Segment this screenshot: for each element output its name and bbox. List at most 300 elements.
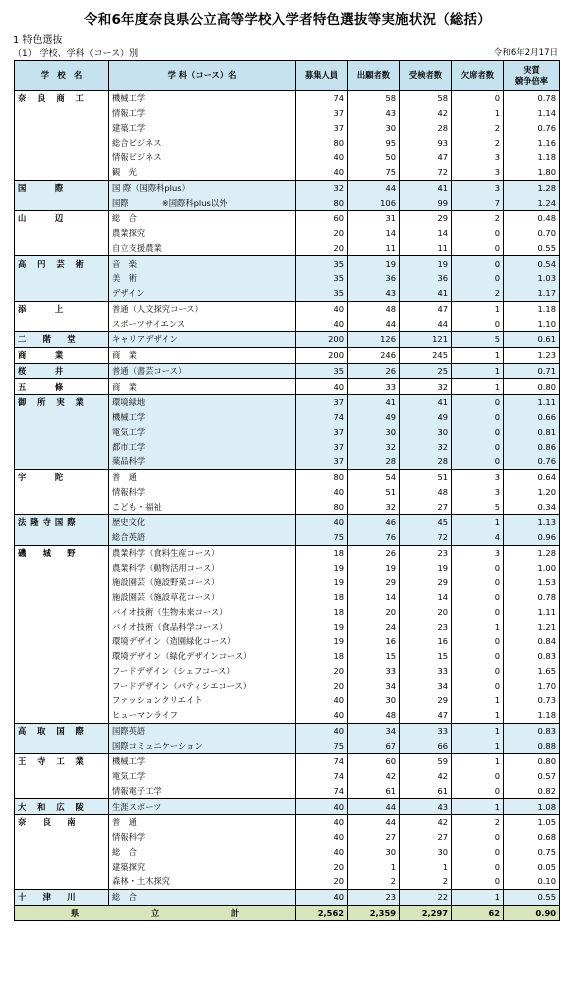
dept-cell: 歴史文化 [109,515,296,530]
ratio-cell: 1.23 [504,347,560,363]
applicants-cell: 28 [348,454,400,469]
dept-cell: 総 合 [109,211,296,226]
header-school: 学 校 名 [15,61,109,91]
examinees-cell: 16 [400,634,452,649]
applicants-cell: 48 [348,708,400,723]
ratio-cell: 0.78 [504,91,560,106]
applicants-cell: 43 [348,106,400,121]
ratio-cell: 1.10 [504,316,560,331]
school-name-cell: 御 所 実 業 [15,395,109,410]
absent-cell: 0 [452,226,504,241]
school-name-cell: 法隆寺国際 [15,515,109,530]
table-row [15,379,560,395]
ratio-cell: 0.86 [504,439,560,454]
examinees-cell: 20 [400,605,452,620]
examinees-cell: 28 [400,454,452,469]
examinees-cell: 43 [400,799,452,815]
ratio-cell: 0.76 [504,454,560,469]
table-header-row [15,61,560,91]
quota-cell: 40 [296,150,348,165]
school-name-cell [15,530,109,545]
ratio-cell: 0.83 [504,723,560,738]
applicants-cell: 106 [348,195,400,210]
school-name-cell [15,769,109,784]
absent-cell: 0 [452,439,504,454]
dept-cell: 機械工学 [109,91,296,106]
absent-cell: 1 [452,619,504,634]
applicants-cell: 33 [348,379,400,395]
total-label-3: 計 [230,907,240,918]
school-name-cell [15,784,109,799]
absent-cell: 2 [452,121,504,136]
examinees-cell: 32 [400,379,452,395]
examinees-cell: 59 [400,754,452,769]
examinees-cell: 121 [400,332,452,348]
quota-cell: 37 [296,454,348,469]
absent-cell: 1 [452,379,504,395]
ratio-cell: 0.96 [504,530,560,545]
ratio-cell: 0.80 [504,754,560,769]
ratio-cell: 1.03 [504,271,560,286]
absent-cell: 0 [452,410,504,425]
school-name-cell [15,619,109,634]
header-ratio [504,61,560,91]
ratio-cell: 1.17 [504,286,560,301]
dept-cell: 商 業 [109,379,296,395]
table-row [15,439,560,454]
applicants-cell: 42 [348,769,400,784]
ratio-cell: 0.71 [504,363,560,379]
quota-cell: 18 [296,605,348,620]
quota-cell: 40 [296,515,348,530]
quota-cell: 18 [296,649,348,664]
absent-cell: 2 [452,286,504,301]
quota-cell: 40 [296,845,348,860]
applicants-cell: 49 [348,410,400,425]
absent-cell: 5 [452,332,504,348]
applicants-cell: 26 [348,545,400,560]
ratio-cell: 1.70 [504,678,560,693]
header-applicants: 出願者数 [348,61,400,91]
school-name-cell [15,316,109,331]
absent-cell: 1 [452,693,504,708]
applicants-cell: 30 [348,845,400,860]
applicants-cell: 126 [348,332,400,348]
examinees-cell: 72 [400,165,452,180]
table-row [15,410,560,425]
quota-cell: 74 [296,91,348,106]
dept-cell: 情報ビジネス [109,150,296,165]
quota-cell: 35 [296,286,348,301]
table-row [15,799,560,815]
examinees-cell: 14 [400,226,452,241]
applicants-cell: 1 [348,859,400,874]
examinees-cell: 45 [400,515,452,530]
dept-cell: 国際英語 [109,723,296,738]
school-name-cell: 奈 良 商 工 [15,91,109,106]
total-absent: 62 [452,905,504,921]
absent-cell: 1 [452,738,504,753]
absent-cell: 1 [452,754,504,769]
ratio-cell: 0.57 [504,769,560,784]
absent-cell: 1 [452,515,504,530]
absent-cell: 3 [452,469,504,484]
school-name-cell [15,678,109,693]
table-row [15,664,560,679]
dept-cell: 総 合 [109,889,296,905]
table-row [15,469,560,484]
dept-cell: 環境緑地 [109,395,296,410]
school-name-cell: 高 取 国 際 [15,723,109,738]
applicants-cell: 44 [348,316,400,331]
table-row [15,845,560,860]
quota-cell: 20 [296,241,348,256]
dept-cell: 国際 ※国際科plus以外 [109,195,296,210]
examinees-cell: 42 [400,106,452,121]
school-name-cell [15,150,109,165]
quota-cell: 20 [296,226,348,241]
applicants-cell: 14 [348,590,400,605]
school-name-cell [15,121,109,136]
total-ratio: 0.90 [504,905,560,921]
applicants-cell: 44 [348,815,400,830]
applicants-cell: 76 [348,530,400,545]
examinees-cell: 47 [400,150,452,165]
absent-cell: 0 [452,241,504,256]
absent-cell: 0 [452,859,504,874]
quota-cell: 40 [296,830,348,845]
applicants-cell: 46 [348,515,400,530]
table-row [15,515,560,530]
quota-cell: 75 [296,738,348,753]
absent-cell: 0 [452,316,504,331]
report-date: 令和6年2月17日 [493,48,558,58]
applicants-cell: 58 [348,91,400,106]
table-row [15,195,560,210]
selection-table [14,60,560,921]
ratio-cell: 1.20 [504,485,560,500]
school-name-cell: 十 津 川 [15,889,109,905]
school-name-cell [15,425,109,440]
absent-cell: 0 [452,395,504,410]
absent-cell: 0 [452,590,504,605]
table-row [15,784,560,799]
quota-cell: 74 [296,754,348,769]
dept-cell: 農業科学（動物活用コース） [109,560,296,575]
absent-cell: 1 [452,723,504,738]
quota-cell: 80 [296,469,348,484]
quota-cell: 80 [296,499,348,514]
ratio-cell: 1.65 [504,664,560,679]
school-name-cell: 五 條 [15,379,109,395]
ratio-cell: 0.76 [504,121,560,136]
school-name-cell: 宇 陀 [15,469,109,484]
table-row [15,634,560,649]
quota-cell: 74 [296,410,348,425]
school-name-cell [15,454,109,469]
dept-cell: 機械工学 [109,410,296,425]
applicants-cell: 32 [348,499,400,514]
applicants-cell: 30 [348,425,400,440]
applicants-cell: 16 [348,634,400,649]
absent-cell: 1 [452,301,504,316]
dept-cell: 普 通 [109,815,296,830]
quota-cell: 20 [296,874,348,889]
dept-cell: 農業探究 [109,226,296,241]
dept-cell: 電気工学 [109,425,296,440]
quota-cell: 19 [296,634,348,649]
header-ratio-line1: 実質 [523,64,540,75]
dept-cell: 美 術 [109,271,296,286]
applicants-cell: 75 [348,165,400,180]
examinees-cell: 29 [400,693,452,708]
absent-cell: 4 [452,530,504,545]
school-name-cell [15,590,109,605]
subsection-heading: （1） 学校、学科（コース）別 [13,49,139,59]
quota-cell: 40 [296,485,348,500]
quota-cell: 19 [296,619,348,634]
applicants-cell: 61 [348,784,400,799]
quota-cell: 40 [296,693,348,708]
dept-cell: 生涯スポーツ [109,799,296,815]
school-name-cell [15,106,109,121]
dept-cell: 国際コミュニケーション [109,738,296,753]
examinees-cell: 11 [400,241,452,256]
dept-cell: 都市工学 [109,439,296,454]
ratio-cell: 1.18 [504,301,560,316]
table-row [15,830,560,845]
examinees-cell: 28 [400,121,452,136]
applicants-cell: 29 [348,575,400,590]
ratio-cell: 0.81 [504,425,560,440]
header-ratio-line2: 競争倍率 [514,75,549,86]
dept-cell: 電気工学 [109,769,296,784]
school-name-cell [15,439,109,454]
examinees-cell: 2 [400,874,452,889]
absent-cell: 3 [452,165,504,180]
absent-cell: 0 [452,769,504,784]
quota-cell: 20 [296,678,348,693]
dept-cell: 森林・土木探究 [109,874,296,889]
applicants-cell: 2 [348,874,400,889]
quota-cell: 80 [296,135,348,150]
absent-cell: 3 [452,180,504,195]
ratio-cell: 1.13 [504,515,560,530]
ratio-cell: 0.10 [504,874,560,889]
absent-cell: 1 [452,347,504,363]
absent-cell: 0 [452,634,504,649]
school-name-cell [15,649,109,664]
table-row [15,425,560,440]
school-name-cell: 商 業 [15,347,109,363]
dept-cell: 総合ビジネス [109,135,296,150]
ratio-cell: 1.08 [504,799,560,815]
dept-cell: デザイン [109,286,296,301]
table-row [15,91,560,106]
quota-cell: 37 [296,121,348,136]
table-row [15,693,560,708]
ratio-cell: 0.75 [504,845,560,860]
applicants-cell: 54 [348,469,400,484]
absent-cell: 1 [452,106,504,121]
absent-cell: 3 [452,485,504,500]
quota-cell: 40 [296,301,348,316]
ratio-cell: 0.82 [504,784,560,799]
examinees-cell: 41 [400,395,452,410]
dept-cell: フードデザイン（シェフコース） [109,664,296,679]
absent-cell: 1 [452,889,504,905]
examinees-cell: 33 [400,723,452,738]
dept-cell: 情報科学 [109,485,296,500]
school-name-cell [15,271,109,286]
table-row [15,363,560,379]
school-name-cell: 桜 井 [15,363,109,379]
school-name-cell [15,874,109,889]
school-name-cell: 二 階 堂 [15,332,109,348]
school-name-cell: 国 際 [15,180,109,195]
dept-cell: 自立支援農業 [109,241,296,256]
quota-cell: 80 [296,195,348,210]
dept-cell: 普通（人文探究コース） [109,301,296,316]
ratio-cell: 1.24 [504,195,560,210]
school-name-cell [15,410,109,425]
school-name-cell [15,634,109,649]
quota-cell: 200 [296,332,348,348]
applicants-cell: 19 [348,560,400,575]
applicants-cell: 11 [348,241,400,256]
school-name-cell [15,499,109,514]
quota-cell: 18 [296,545,348,560]
examinees-cell: 19 [400,560,452,575]
applicants-cell: 60 [348,754,400,769]
ratio-cell: 1.00 [504,560,560,575]
quota-cell: 37 [296,439,348,454]
dept-cell: こども・福祉 [109,499,296,514]
ratio-cell: 0.70 [504,226,560,241]
absent-cell: 7 [452,195,504,210]
applicants-cell: 33 [348,664,400,679]
absent-cell: 0 [452,425,504,440]
table-row [15,815,560,830]
absent-cell: 1 [452,799,504,815]
school-name-cell [15,575,109,590]
quota-cell: 32 [296,180,348,195]
examinees-cell: 51 [400,469,452,484]
table-row [15,121,560,136]
ratio-cell: 1.21 [504,619,560,634]
ratio-cell: 0.73 [504,693,560,708]
quota-cell: 40 [296,889,348,905]
quota-cell: 40 [296,799,348,815]
examinees-cell: 34 [400,678,452,693]
ratio-cell: 1.05 [504,815,560,830]
dept-cell: 情報工学 [109,106,296,121]
absent-cell: 0 [452,271,504,286]
absent-cell: 0 [452,575,504,590]
absent-cell: 1 [452,363,504,379]
school-name-cell: 添 上 [15,301,109,316]
school-name-cell [15,485,109,500]
dept-cell: 機械工学 [109,754,296,769]
school-name-cell [15,708,109,723]
quota-cell: 35 [296,363,348,379]
absent-cell: 0 [452,664,504,679]
school-name-cell [15,693,109,708]
table-row [15,560,560,575]
ratio-cell: 1.11 [504,395,560,410]
school-name-cell [15,738,109,753]
applicants-cell: 23 [348,889,400,905]
ratio-cell: 0.55 [504,889,560,905]
quota-cell: 40 [296,316,348,331]
examinees-cell: 48 [400,485,452,500]
quota-cell: 37 [296,106,348,121]
table-row [15,769,560,784]
quota-cell: 40 [296,815,348,830]
header-absent: 欠席者数 [452,61,504,91]
quota-cell: 35 [296,271,348,286]
dept-cell: 薬品科学 [109,454,296,469]
examinees-cell: 42 [400,769,452,784]
absent-cell: 0 [452,560,504,575]
dept-cell: 環境デザイン（緑化デザインコース） [109,649,296,664]
ratio-cell: 0.48 [504,211,560,226]
table-row [15,241,560,256]
applicants-cell: 32 [348,439,400,454]
dept-cell: 建築探究 [109,859,296,874]
applicants-cell: 30 [348,121,400,136]
absent-cell: 3 [452,150,504,165]
ratio-cell: 1.28 [504,180,560,195]
quota-cell: 60 [296,211,348,226]
absent-cell: 1 [452,708,504,723]
table-row [15,286,560,301]
applicants-cell: 50 [348,150,400,165]
dept-cell: 施設園芸（施設野菜コース） [109,575,296,590]
total-row [15,905,560,921]
quota-cell: 40 [296,379,348,395]
examinees-cell: 245 [400,347,452,363]
table-row [15,708,560,723]
total-quota: 2,562 [296,905,348,921]
absent-cell: 2 [452,211,504,226]
school-name-cell: 大 和 広 陵 [15,799,109,815]
table-row [15,347,560,363]
absent-cell: 0 [452,830,504,845]
table-row [15,454,560,469]
table-row [15,859,560,874]
quota-cell: 20 [296,664,348,679]
table-row [15,180,560,195]
absent-cell: 0 [452,784,504,799]
applicants-cell: 34 [348,723,400,738]
quota-cell: 75 [296,530,348,545]
school-name-cell [15,664,109,679]
dept-cell: 環境デザイン（造園緑化コース） [109,634,296,649]
applicants-cell: 36 [348,271,400,286]
dept-cell: キャリアデザイン [109,332,296,348]
ratio-cell: 1.18 [504,708,560,723]
dept-cell: 施設園芸（施設草花コース） [109,590,296,605]
table-row [15,395,560,410]
dept-cell: 情報科学 [109,830,296,845]
table-row [15,256,560,271]
school-name-cell [15,859,109,874]
examinees-cell: 29 [400,211,452,226]
applicants-cell: 26 [348,363,400,379]
examinees-cell: 47 [400,301,452,316]
table-row [15,271,560,286]
